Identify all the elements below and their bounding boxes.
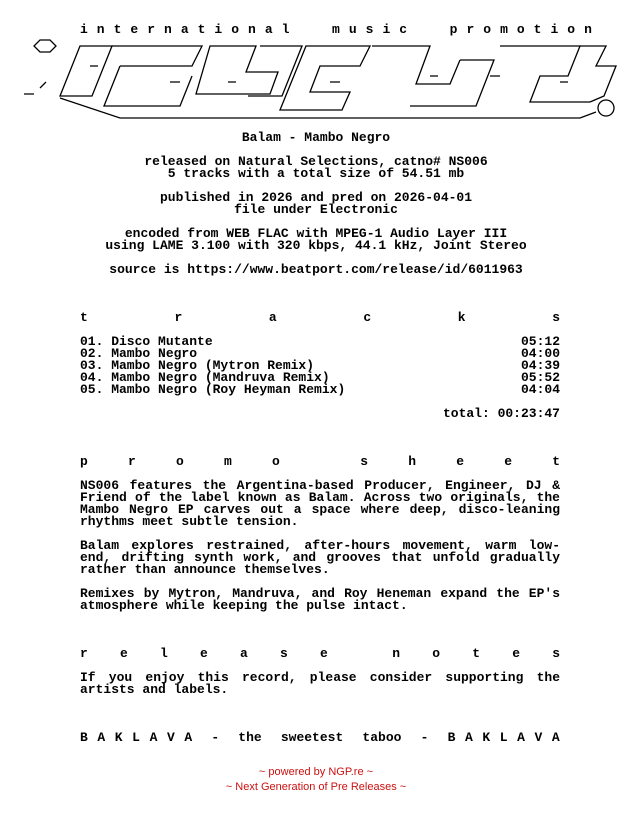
track-time: 04:00 xyxy=(520,346,560,361)
track-name: 05. Mambo Negro (Roy Heyman Remix) xyxy=(80,382,346,397)
promo-paragraph: Remixes by Mytron, Mandruva, and Roy Heneman expand the EP's atmosphere while keeping the pulse intact. xyxy=(80,586,560,613)
tracks-header xyxy=(80,312,560,324)
header-letter: r xyxy=(174,310,183,325)
release-source-line: source is https://www.beatport.com/release/id/6011963 xyxy=(109,262,523,277)
promo-header: p r o m o s h e e t xyxy=(80,454,560,469)
logo-name: baklava xyxy=(220,86,225,87)
release-title: Balam - Mambo Negro xyxy=(241,130,391,145)
track-name: 01. Disco Mutante xyxy=(80,334,213,349)
track-time: 04:39 xyxy=(520,358,560,373)
release-notes-text: If you enjoy this record, please consider supporting the artists and labels. xyxy=(80,670,560,697)
release-encode-line-2: using LAME 3.100 with 320 kbps, 44.1 kHz, Joint Stereo xyxy=(105,238,527,253)
footer-tagline: ~ Next Generation of Pre Releases ~ xyxy=(225,781,407,793)
release-size-line: 5 tracks with a total size of 54.51 mb xyxy=(167,166,465,181)
track-time: 05:52 xyxy=(520,370,560,385)
header-letter: t xyxy=(80,310,88,325)
release-label-line: released on Natural Selections, catno# NS006 xyxy=(144,154,488,169)
release-date-line: published in 2026 and pred on 2026-04-01 xyxy=(159,190,473,205)
notes-header: r e l e a s e n o t e s xyxy=(80,646,560,661)
tracks-total: total: 00:23:47 xyxy=(442,406,560,421)
banner-tagline: i n t e r n a t i o n a l m u s i c p r o m o t i o n xyxy=(80,22,593,37)
header-letter: s xyxy=(552,310,560,325)
promo-paragraph: Balam explores restrained, after-hours movement, warm low-end, drifting synth work, and grooves that unfold gradually rather than announce themselves. xyxy=(80,538,560,577)
track-name: 02. Mambo Negro xyxy=(80,346,198,361)
header-letter: a xyxy=(268,310,277,325)
header-letter: k xyxy=(457,310,466,325)
track-name: 04. Mambo Negro (Mandruva Remix) xyxy=(80,370,330,385)
track-time: 04:04 xyxy=(520,382,560,397)
footer-powered-by: ~ powered by NGP.re ~ xyxy=(258,766,374,778)
promo-paragraph: NS006 features the Argentina-based Producer, Engineer, DJ & Friend of the label known as Balam. Across two originals, the Mambo Negro EP carves out a space where deep, disco-leaning rhythms meet subtle tension. xyxy=(80,478,560,529)
track-name: 03. Mambo Negro (Mytron Remix) xyxy=(80,358,315,373)
track-time: 05:12 xyxy=(520,334,560,349)
baklava-logo xyxy=(20,36,620,136)
track-row xyxy=(80,384,560,396)
release-genre-line: file under Electronic xyxy=(234,202,398,217)
release-encode-line-1: encoded from WEB FLAC with MPEG-1 Audio Layer III xyxy=(124,226,508,241)
header-letter: c xyxy=(363,310,372,325)
slogan: B A K L A V A - the sweetest taboo - B A K L A V A xyxy=(80,730,560,745)
